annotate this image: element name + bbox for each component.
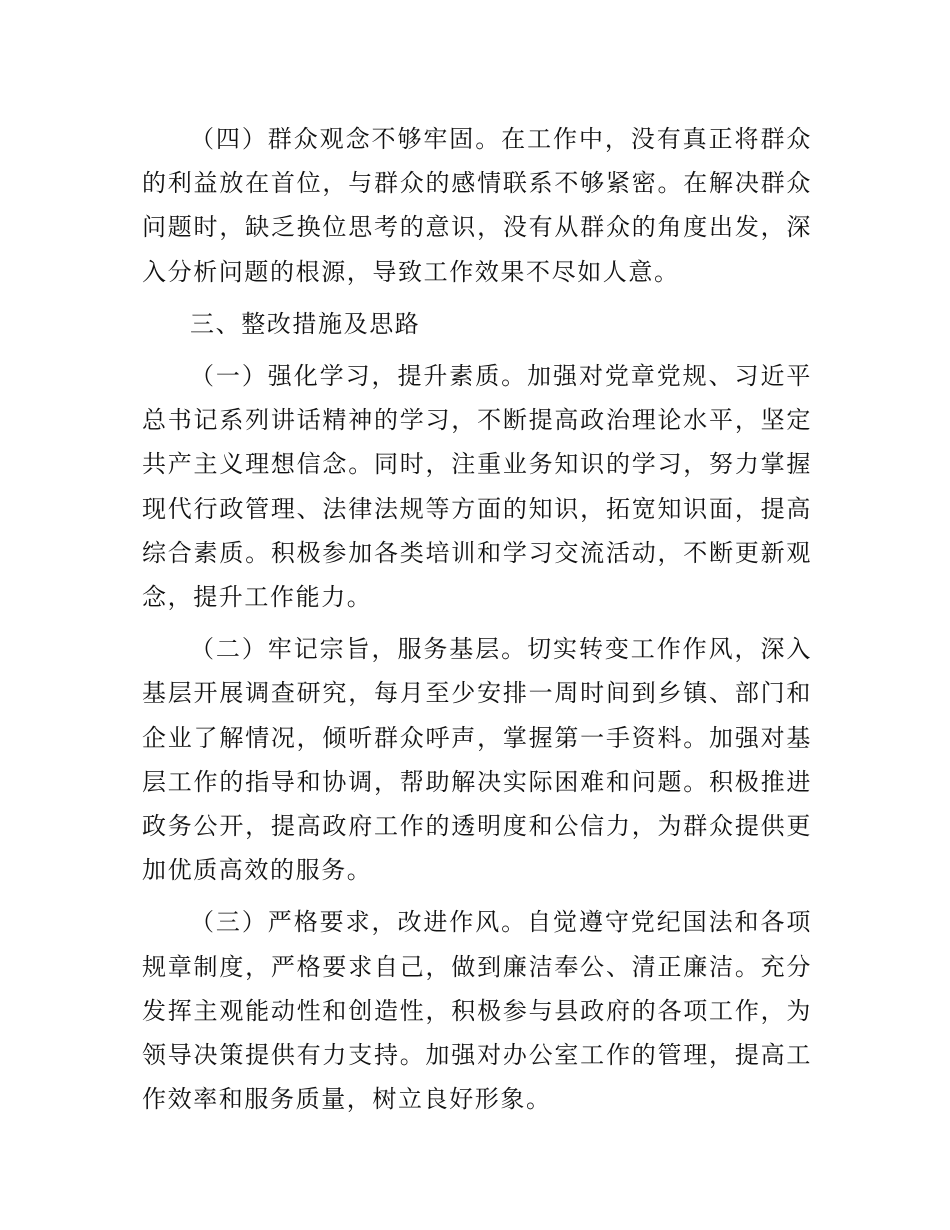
paragraph-improve-style: （三）严格要求，改进作风。自觉遵守党纪国法和各项规章制度，严格要求自己，做到廉洁奉公、清正廉洁。充分发挥主观能动性和创造性，积极参与县政府的各项工作，为领导决策提供有力支持。加强对办公室工作的管理，提高工作效率和服务质量，树立良好形象。 [142,908,812,1114]
paragraph-mass-concept: （四）群众观念不够牢固。在工作中，没有真正将群众的利益放在首位，与群众的感情联系不够紧密。在解决群众问题时，缺乏换位思考的意识，没有从群众的角度出发，深入分析问题的根源，导致工作效果不尽如人意。 [142,125,812,286]
section-heading-rectification: 三、整改措施及思路 [190,309,421,338]
document-body [142,117,812,1129]
paragraph-serve-grassroots: （二）牢记宗旨，服务基层。切实转变工作作风，深入基层开展调查研究，每月至少安排一周时间到乡镇、部门和企业了解情况，倾听群众呼声，掌握第一手资料。加强对基层工作的指导和协调，帮助解决实际困难和问题。积极推进政务公开，提高政府工作的透明度和公信力，为群众提供更加优质高效的服务。 [142,635,812,885]
paragraph-strengthen-learning: （一）强化学习，提升素质。加强对党章党规、习近平总书记系列讲话精神的学习，不断提高政治理论水平，坚定共产主义理想信念。同时，注重业务知识的学习，努力掌握现代行政管理、法律法规等方面的知识，拓宽知识面，提高综合素质。积极参加各类培训和学习交流活动，不断更新观念，提升工作能力。 [142,362,812,612]
